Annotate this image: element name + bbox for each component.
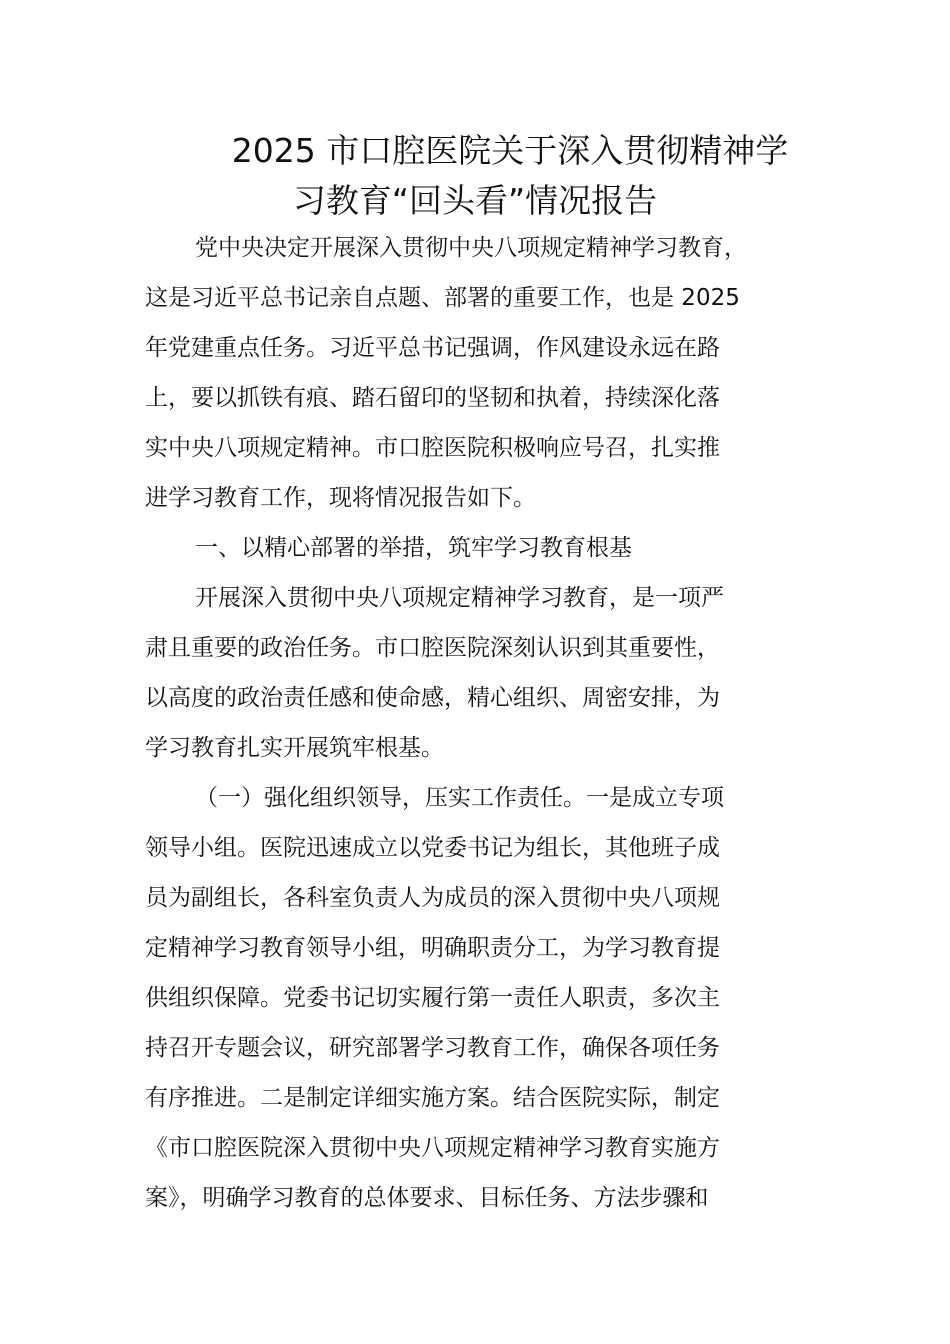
- paragraph-line: 案》，明确学习教育的总体要求、目标任务、方法步骤和: [145, 1185, 709, 1211]
- paragraph-line: 《市口腔医院深入贯彻中央八项规定精神学习教育实施方: [145, 1135, 720, 1161]
- paragraph-line: 这是习近平总书记亲自点题、部署的重要工作，也是 2025: [145, 285, 740, 311]
- paragraph-line: 实中央八项规定精神。市口腔医院积极响应号召，扎实推: [145, 435, 720, 461]
- document-title-line-2: 习教育“回头看”情况报告: [292, 181, 658, 220]
- section-heading: 一、以精心部署的举措，筑牢学习教育根基: [195, 535, 632, 561]
- paragraph-line: 持召开专题会议，研究部署学习教育工作，确保各项任务: [145, 1035, 720, 1061]
- paragraph-line: 有序推进。二是制定详细实施方案。结合医院实际，制定: [145, 1085, 720, 1111]
- paragraph-line: 进学习教育工作，现将情况报告如下。: [145, 485, 536, 511]
- paragraph-line: 定精神学习教育领导小组，明确职责分工，为学习教育提: [145, 935, 720, 961]
- paragraph-line: 开展深入贯彻中央八项规定精神学习教育，是一项严: [195, 585, 724, 611]
- subsection-line: （一）强化组织领导，压实工作责任。一是成立专项: [195, 785, 724, 811]
- paragraph-line: 年党建重点任务。习近平总书记强调，作风建设永远在路: [145, 335, 720, 361]
- paragraph-line: 党中央决定开展深入贯彻中央八项规定精神学习教育，: [195, 235, 747, 261]
- paragraph-line: 领导小组。医院迅速成立以党委书记为组长，其他班子成: [145, 835, 720, 861]
- paragraph-line: 以高度的政治责任感和使命感，精心组织、周密安排，为: [145, 685, 720, 711]
- paragraph-line: 员为副组长，各科室负责人为成员的深入贯彻中央八项规: [145, 885, 720, 911]
- document-title-line-1: 2025 市口腔医院关于深入贯彻精神学: [231, 131, 789, 170]
- paragraph-line: 肃且重要的政治任务。市口腔医院深刻认识到其重要性，: [145, 635, 720, 661]
- paragraph-line: 上，要以抓铁有痕、踏石留印的坚韧和执着，持续深化落: [145, 385, 720, 411]
- paragraph-line: 供组织保障。党委书记切实履行第一责任人职责，多次主: [145, 985, 720, 1011]
- paragraph-line: 学习教育扎实开展筑牢根基。: [145, 735, 444, 761]
